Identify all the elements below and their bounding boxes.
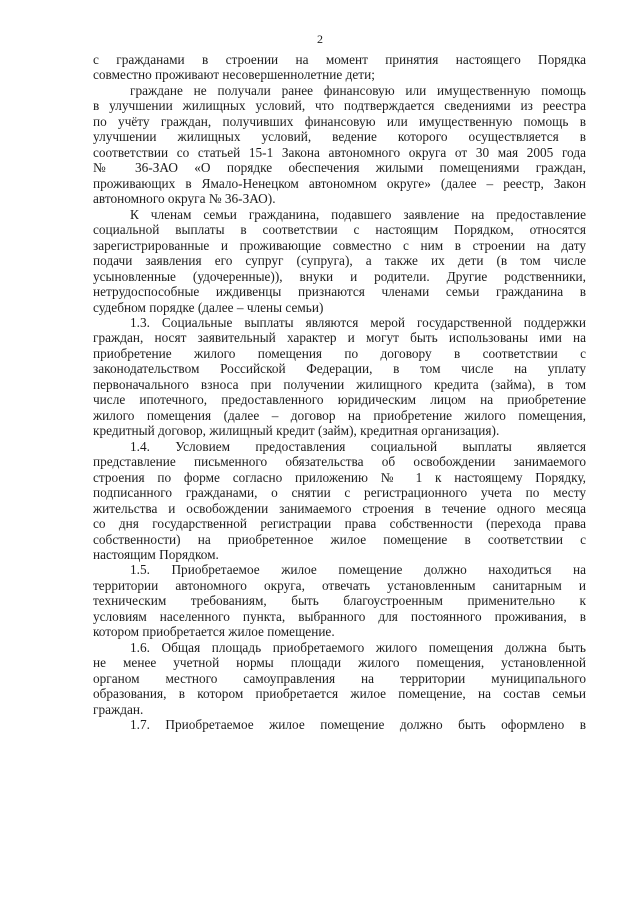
text-line: котором приобретается жилое помещение. <box>93 624 335 640</box>
text-line: не менее учетной нормы площади жилого помещения, установленной <box>93 655 586 671</box>
text-line: нетрудоспособные иждивенцы признаются членами семьи гражданина в <box>93 284 586 300</box>
paragraph <box>93 717 586 732</box>
text-line: жительства и освобождении занимаемого строения в течение одного месяца <box>93 500 586 516</box>
text-line: кредитный договор, жилищный кредит (займ), кредитная организация). <box>93 423 500 439</box>
text-line: 1.6. Общая площадь приобретаемого жилого помещения должна быть <box>130 639 586 655</box>
text-line: 1.4. Условием предоставления социальной выплаты является <box>130 438 586 454</box>
text-line: условиям населенного пункта, выбранного для постоянного проживания, в <box>93 608 586 624</box>
text-line: судебном порядке (далее – члены семьи) <box>93 299 324 315</box>
text-line: 1.5. Приобретаемое жилое помещение должно находиться на <box>130 562 586 578</box>
text-line: приобретение жилого помещения по договору в соответствии с <box>93 345 586 361</box>
text-line: граждан. <box>93 701 144 717</box>
text-line: первоначального взноса при получении жилищного кредита (займа), в том <box>93 376 586 392</box>
text-line: подачи заявления его супруг (супруга), а также их дети (в том числе <box>93 253 586 269</box>
text-line: граждан, носят заявительный характер и могут быть использованы ими на <box>93 330 586 346</box>
text-line: зарегистрированные и проживающие совместно с ним в строении на дату <box>93 237 586 253</box>
text-line: проживающих в Ямало-Ненецком автономном округе» (далее – реестр, Закон <box>93 175 586 191</box>
paragraph <box>93 562 586 639</box>
text-line: 1.3. Социальные выплаты являются мерой государственной поддержки <box>130 314 586 330</box>
text-line: жилого помещения (далее – договор на приобретение жилого помещения, <box>93 407 586 423</box>
text-line: органом местного самоуправления на территории муниципального <box>93 670 586 686</box>
paragraph <box>93 315 586 439</box>
text-line: настоящим Порядком. <box>93 547 219 562</box>
paragraph <box>93 439 586 563</box>
paragraph <box>93 83 586 207</box>
text-line: с гражданами в строении на момент принятия настоящего Порядка <box>93 52 586 67</box>
text-line: представление письменного обязательства об освобождении занимаемого <box>93 454 586 470</box>
text-line: подписанного гражданами, о снятии с регистрационного учета по месту <box>93 485 586 501</box>
text-line: по учёту граждан, получивших финансовую или имущественную помощь в <box>93 113 586 129</box>
text-line: строения по форме согласно приложению № 1 к настоящему Порядку, <box>93 469 586 485</box>
text-line: К членам семьи гражданина, подавшего заявление на предоставление <box>130 206 586 222</box>
text-line: совместно проживают несовершеннолетние дети; <box>93 67 375 83</box>
text-line: в улучшении жилищных условий, что подтверждается сведениями из реестра <box>93 98 586 114</box>
page-number: 2 <box>317 32 323 46</box>
text-line: 1.7. Приобретаемое жилое помещение должно быть оформлено в <box>130 717 586 733</box>
text-line: со дня государственной регистрации права собственности (перехода права <box>93 516 586 532</box>
text-line: соответствии со статьей 15-1 Закона автономного округа от 30 мая 2005 года <box>93 144 586 160</box>
document-body <box>93 52 586 733</box>
text-line: территории автономного округа, отвечать установленным санитарным и <box>93 577 586 593</box>
text-line: техническим требованиям, быть благоустроенным применительно к <box>93 593 586 609</box>
text-line: образования, в котором приобретается жилое помещение, на состав семьи <box>93 686 586 702</box>
paragraph <box>93 207 586 315</box>
text-line: усыновленные (удочеренные)), внуки и родители. Другие родственники, <box>93 268 586 284</box>
text-line: автономного округа № 36-ЗАО). <box>93 191 276 207</box>
text-line: социальной выплаты в соответствии с настоящим Порядком, относятся <box>93 222 586 238</box>
text-line: собственности) на приобретенное жилое помещение в соответствии с <box>93 531 586 547</box>
text-line: законодательством Российской Федерации, в том числе на уплату <box>93 361 586 377</box>
text-line: числе ипотечного, предоставленного юридическим лицом на приобретение <box>93 392 586 408</box>
paragraph <box>93 640 586 717</box>
text-line: № 36-ЗАО «О порядке обеспечения жилыми помещениями граждан, <box>93 160 586 176</box>
text-line: граждане не получали ранее финансовую или имущественную помощь <box>130 82 586 98</box>
text-line: улучшении жилищных условий, ведение которого осуществляется в <box>93 129 586 145</box>
paragraph <box>93 52 586 83</box>
